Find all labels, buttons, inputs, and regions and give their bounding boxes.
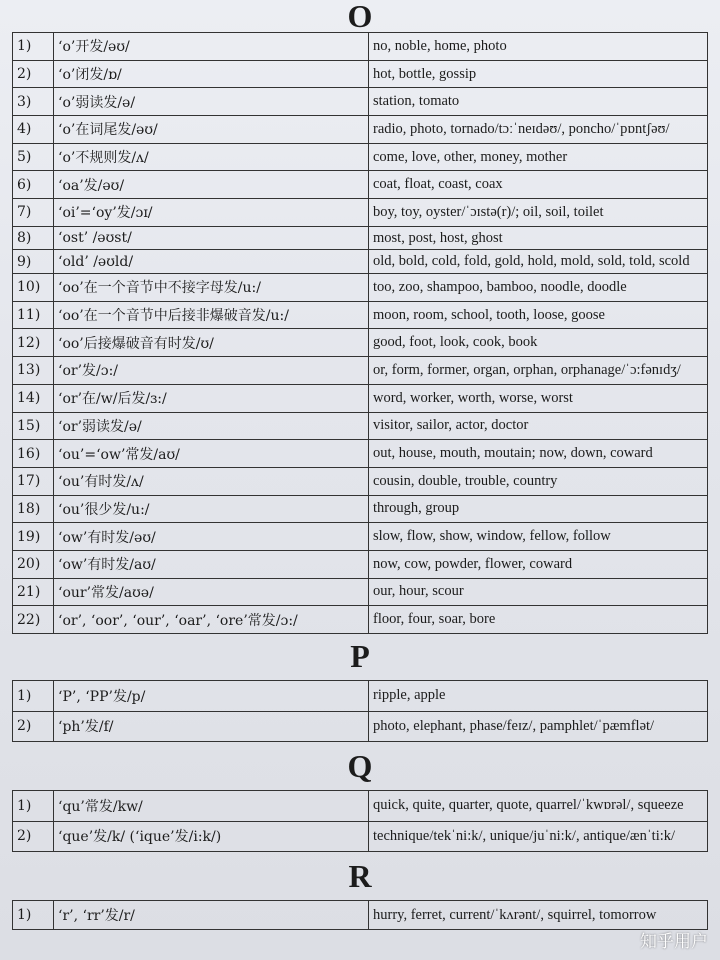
rule-row [13, 60, 708, 88]
row-number: 12) [13, 329, 54, 357]
row-number: 16) [13, 440, 54, 468]
example-words: radio, photo, tornado/tɔːˈneɪdəʊ/, poncho/ˈpɒntʃəʊ/ [369, 116, 708, 144]
watermark: 知乎用户 [640, 932, 708, 952]
rule-text: ‘o’在词尾发/əʊ/ [54, 116, 369, 144]
example-words: too, zoo, shampoo, bamboo, noodle, doodle [369, 274, 708, 302]
example-words: quick, quite, quarter, quote, quarrel/ˈkwɒrəl/, squeeze [369, 791, 708, 822]
rule-text: ‘o’开发/əʊ/ [54, 33, 369, 61]
example-words: our, hour, scour [369, 578, 708, 606]
example-words: photo, elephant, phase/feɪz/, pamphlet/ˈpæmflət/ [369, 711, 708, 742]
rule-text: ‘ph’发/f/ [54, 711, 369, 742]
example-words: visitor, sailor, actor, doctor [369, 412, 708, 440]
example-words: good, foot, look, cook, book [369, 329, 708, 357]
rule-row [13, 467, 708, 495]
rule-text: ‘or’在/w/后发/ɜ:/ [54, 384, 369, 412]
rule-text: ‘ou’=‘ow’常发/aʊ/ [54, 440, 369, 468]
row-number: 1) [13, 791, 54, 822]
rule-row [13, 606, 708, 634]
rule-text: ‘o’弱读发/ə/ [54, 88, 369, 116]
row-number: 17) [13, 467, 54, 495]
example-words: boy, toy, oyster/ˈɔɪstə(r)/; oil, soil, toilet [369, 199, 708, 227]
rule-row [13, 495, 708, 523]
rule-text: ‘ou’很少发/u:/ [54, 495, 369, 523]
rule-text: ‘oo’在一个音节中后接非爆破音发/u:/ [54, 301, 369, 329]
rule-row [13, 412, 708, 440]
example-words: floor, four, soar, bore [369, 606, 708, 634]
rule-row [13, 301, 708, 329]
rule-row [13, 274, 708, 302]
rule-row [13, 440, 708, 468]
example-words: slow, flow, show, window, fellow, follow [369, 523, 708, 551]
rule-text: ‘qu’常发/kw/ [54, 791, 369, 822]
rule-row [13, 384, 708, 412]
row-number: 21) [13, 578, 54, 606]
rule-text: ‘r’, ‘rr’发/r/ [54, 901, 369, 930]
example-words: most, post, host, ghost [369, 226, 708, 250]
row-number: 20) [13, 550, 54, 578]
rule-text: ‘oi’=‘oy’发/ɔɪ/ [54, 199, 369, 227]
rule-text: ‘P’, ‘PP’发/p/ [54, 681, 369, 712]
rules-table-r [12, 900, 708, 930]
rule-row [13, 681, 708, 712]
rule-row [13, 250, 708, 274]
row-number: 9) [13, 250, 54, 274]
example-words: moon, room, school, tooth, loose, goose [369, 301, 708, 329]
rules-table-p [12, 680, 708, 742]
row-number: 19) [13, 523, 54, 551]
example-words: now, cow, powder, flower, coward [369, 550, 708, 578]
row-number: 18) [13, 495, 54, 523]
rule-text: ‘oa’发/əʊ/ [54, 171, 369, 199]
rule-text: ‘que’发/k/ (‘ique’发/i:k/) [54, 821, 369, 852]
rule-text: ‘ou’有时发/ʌ/ [54, 467, 369, 495]
rule-text: ‘old’ /əʊld/ [54, 250, 369, 274]
rule-text: ‘oo’后接爆破音有时发/ʊ/ [54, 329, 369, 357]
row-number: 5) [13, 143, 54, 171]
rule-text: ‘o’闭发/ɒ/ [54, 60, 369, 88]
row-number: 13) [13, 357, 54, 385]
row-number: 6) [13, 171, 54, 199]
rule-row [13, 357, 708, 385]
example-words: come, love, other, money, mother [369, 143, 708, 171]
row-number: 1) [13, 901, 54, 930]
row-number: 10) [13, 274, 54, 302]
example-words: or, form, former, organ, orphan, orphanage/ˈɔ:fənɪdʒ/ [369, 357, 708, 385]
example-words: no, noble, home, photo [369, 33, 708, 61]
section-heading-q: Q [347, 748, 373, 784]
example-words: ripple, apple [369, 681, 708, 712]
rule-row [13, 821, 708, 852]
example-words: cousin, double, trouble, country [369, 467, 708, 495]
rule-row [13, 226, 708, 250]
rule-text: ‘ow’有时发/əʊ/ [54, 523, 369, 551]
rule-row [13, 171, 708, 199]
row-number: 1) [13, 681, 54, 712]
rules-table-q [12, 790, 708, 852]
rule-text: ‘o’不规则发/ʌ/ [54, 143, 369, 171]
example-words: station, tomato [369, 88, 708, 116]
rule-row [13, 578, 708, 606]
example-words: technique/tekˈni:k/, unique/juˈni:k/, antique/ænˈti:k/ [369, 821, 708, 852]
rules-table-o [12, 32, 708, 634]
example-words: hot, bottle, gossip [369, 60, 708, 88]
section-heading-r: R [348, 858, 372, 894]
row-number: 2) [13, 711, 54, 742]
rule-row [13, 199, 708, 227]
row-number: 4) [13, 116, 54, 144]
section-heading-o: O [347, 0, 373, 34]
row-number: 14) [13, 384, 54, 412]
rule-row [13, 143, 708, 171]
example-words: through, group [369, 495, 708, 523]
rule-text: ‘or’, ‘oor’, ‘our’, ‘oar’, ‘ore’常发/ɔ:/ [54, 606, 369, 634]
example-words: hurry, ferret, current/ˈkʌrənt/, squirrel, tomorrow [369, 901, 708, 930]
row-number: 2) [13, 821, 54, 852]
rule-row [13, 550, 708, 578]
example-words: word, worker, worth, worse, worst [369, 384, 708, 412]
row-number: 2) [13, 60, 54, 88]
row-number: 1) [13, 33, 54, 61]
rule-text: ‘ost’ /əʊst/ [54, 226, 369, 250]
row-number: 22) [13, 606, 54, 634]
rule-row [13, 329, 708, 357]
example-words: old, bold, cold, fold, gold, hold, mold, sold, told, scold [369, 250, 708, 274]
section-heading-p: P [350, 638, 370, 674]
rule-row [13, 33, 708, 61]
row-number: 8) [13, 226, 54, 250]
rule-row [13, 791, 708, 822]
example-words: coat, float, coast, coax [369, 171, 708, 199]
rule-row [13, 901, 708, 930]
example-words: out, house, mouth, moutain; now, down, coward [369, 440, 708, 468]
rule-row [13, 88, 708, 116]
rule-row [13, 523, 708, 551]
rule-row [13, 711, 708, 742]
rule-text: ‘our’常发/aʊə/ [54, 578, 369, 606]
rule-text: ‘or’弱读发/ə/ [54, 412, 369, 440]
rule-text: ‘ow’有时发/aʊ/ [54, 550, 369, 578]
row-number: 11) [13, 301, 54, 329]
row-number: 3) [13, 88, 54, 116]
rule-text: ‘or’发/ɔ:/ [54, 357, 369, 385]
row-number: 15) [13, 412, 54, 440]
rule-row [13, 116, 708, 144]
rule-text: ‘oo’在一个音节中不接字母发/u:/ [54, 274, 369, 302]
row-number: 7) [13, 199, 54, 227]
